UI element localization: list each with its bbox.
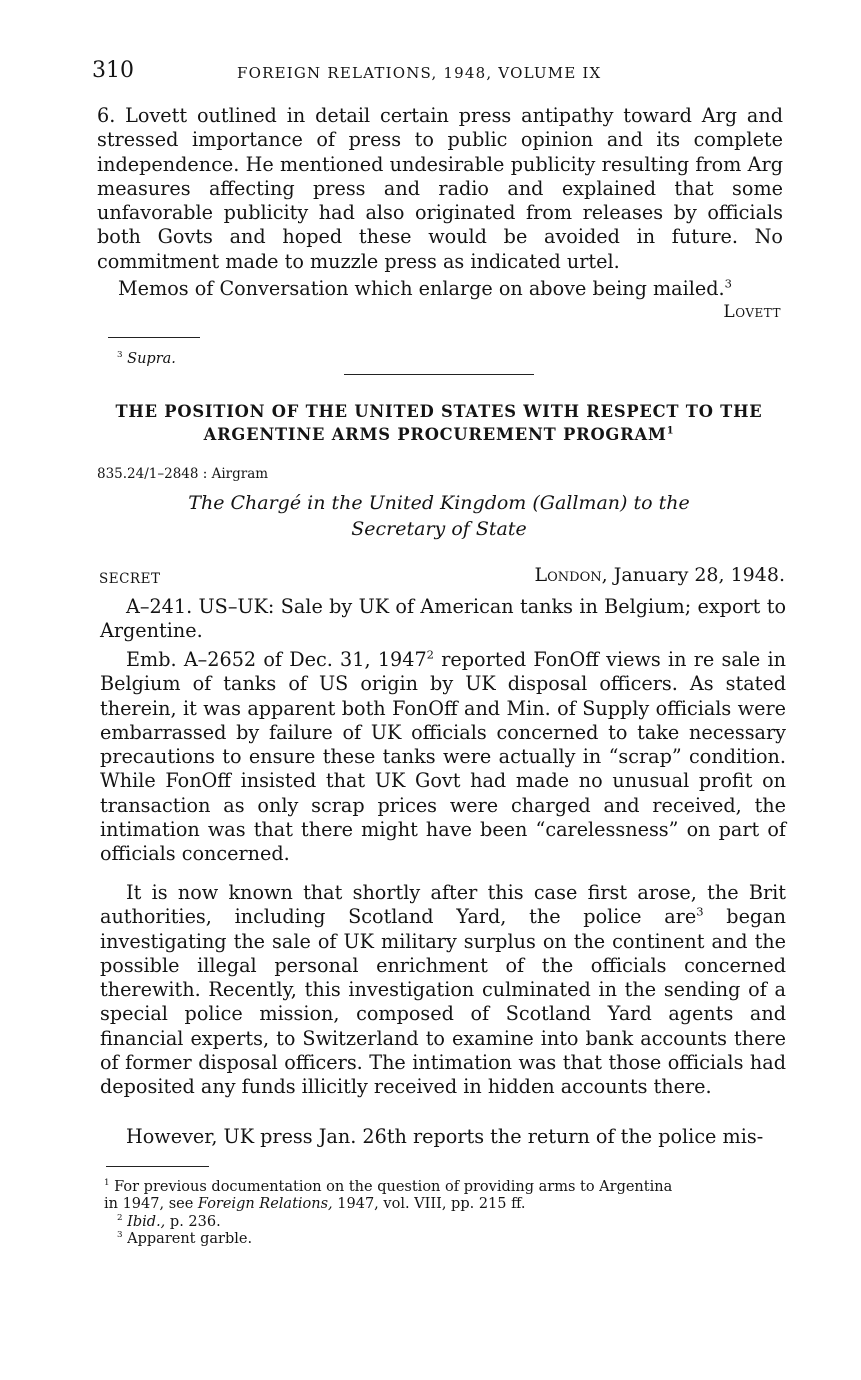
paragraph-1-rest: reported FonOff views in re sale in Belgium of tanks of US origin by UK disposal officers. As stated therein, it was apparent both FonOff and Min. of Supply officials were embarrassed by failure of UK officials concerned to take necessary precautions to ensure these tanks were actually in “scrap” condition. While FonOff insisted that UK Govt had made no unusual profit on transaction as only scrap prices were charged and received, the intimation was that there might have been “carelessness” on part of officials concerned. bbox=[100, 648, 786, 866]
paragraph-3: However, UK press Jan. 26th reports the return of the police mis- bbox=[126, 1125, 764, 1148]
footnote-2 bbox=[117, 1214, 221, 1231]
section-heading-line1: THE POSITION OF THE UNITED STATES WITH RESPECT TO THE bbox=[115, 402, 763, 421]
section-divider bbox=[344, 374, 534, 375]
footnote-mark: 3 bbox=[117, 1230, 123, 1241]
document-title-line1: The Chargé in the United Kingdom (Gallman) to the bbox=[188, 492, 690, 514]
paragraph-2 bbox=[100, 881, 786, 1100]
footnote-supra bbox=[117, 351, 176, 368]
footnote-2-text: p. 236. bbox=[169, 1214, 221, 1230]
footnote-1-text: For previous documentation on the question of providing arms to Argentina bbox=[114, 1179, 673, 1195]
document-title bbox=[92, 490, 786, 542]
section-heading bbox=[92, 400, 786, 446]
running-title: FOREIGN RELATIONS, 1948, VOLUME IX bbox=[237, 64, 602, 82]
footnote-1-line1 bbox=[104, 1179, 672, 1196]
document-title-line2: Secretary of State bbox=[351, 518, 527, 540]
paragraph-2-rest: began investigating the sale of UK military surplus on the continent and the possible illegal personal enrichment of the officials concerned therewith. Recently, this investigation culminated in the sending of a special police mission, composed of Scotland Yard agents and financial experts, to Switzerland to examine into bank accounts there of former disposal officers. The intimation was that those officials had deposited any funds illicitly received in hidden accounts there. bbox=[100, 905, 786, 1099]
place: London, bbox=[534, 564, 608, 586]
memo-line-text: Memos of Conversation which enlarge on above being mailed. bbox=[118, 277, 725, 300]
section-heading-line2: ARGENTINE ARMS PROCUREMENT PROGRAM bbox=[203, 425, 667, 444]
subject-line: A–241. US–UK: Sale by UK of American tanks in Belgium; export to Argentine. bbox=[100, 595, 786, 643]
running-head bbox=[92, 58, 782, 88]
footnote-mark: 2 bbox=[426, 647, 434, 662]
signature: Lovett bbox=[723, 302, 781, 322]
paragraph-6: 6. Lovett outlined in detail certain press antipathy toward Arg and stressed importance of press to public opinion and its complete independence. He mentioned undesirable publicity resulting from Arg measures affecting press and radio and explained that some unfavorable publicity had also originated from releases by officials both Govts and hoped these would be avoided in future. No commitment made to muzzle press as indicated urtel. bbox=[97, 104, 783, 273]
memo-line bbox=[118, 277, 798, 301]
footnote-mark: 3 bbox=[724, 276, 732, 291]
footnote-text: Supra. bbox=[127, 351, 176, 367]
footnote-mark: 1 bbox=[104, 1178, 110, 1189]
footnote-3 bbox=[117, 1231, 252, 1248]
footnote-1-reference: Foreign Relations, bbox=[197, 1196, 333, 1212]
paragraph-1-start: Emb. A–2652 of Dec. 31, 1947 bbox=[126, 648, 427, 671]
dateline bbox=[97, 564, 785, 590]
file-reference: 835.24/1–2848 : Airgram bbox=[97, 466, 269, 482]
footnote-mark: 2 bbox=[117, 1213, 123, 1224]
page-number: 310 bbox=[92, 58, 134, 83]
footnote-mark: 3 bbox=[696, 904, 704, 919]
date: January 28, 1948. bbox=[613, 564, 785, 586]
paragraph-2-start: It is now known that shortly after this case first arose, the Brit authorities, including Scotland Yard, the police are bbox=[100, 881, 786, 929]
footnote-1-line2 bbox=[104, 1196, 526, 1213]
footnote-divider bbox=[108, 337, 200, 338]
classification-label: SECRET bbox=[99, 571, 161, 587]
footnote-3-text: Apparent garble. bbox=[127, 1231, 253, 1247]
paragraph-1 bbox=[100, 648, 786, 867]
place-date bbox=[535, 564, 785, 586]
footnote-mark: 1 bbox=[666, 425, 675, 437]
footnote-2-reference: Ibid., bbox=[127, 1214, 166, 1230]
footnote-mark: 3 bbox=[117, 350, 123, 361]
footnote-1-text-b: 1947, vol. VIII, pp. 215 ff. bbox=[337, 1196, 526, 1212]
footnote-1-text-a: in 1947, see bbox=[104, 1196, 194, 1212]
footnote-divider bbox=[106, 1166, 209, 1167]
